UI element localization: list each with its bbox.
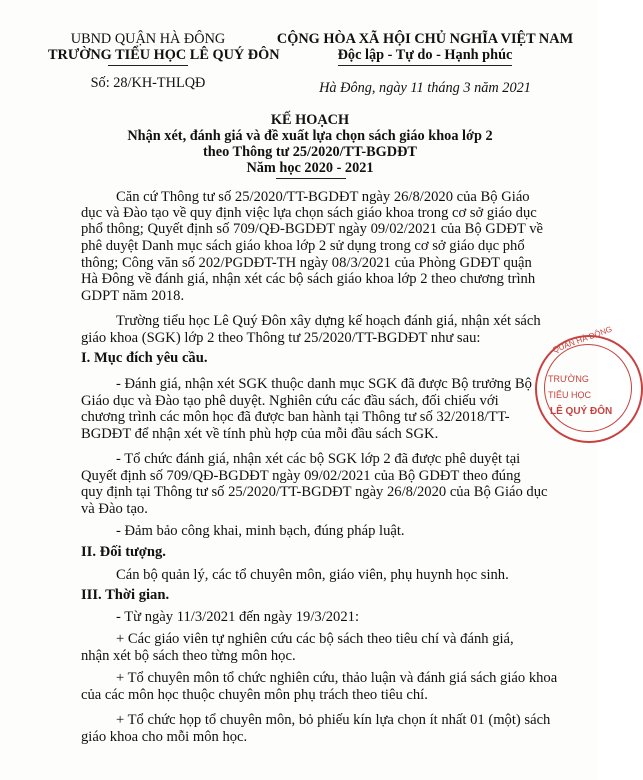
intro-line: GDPT năm 2018. <box>81 288 185 304</box>
s3-item2-line: + Các giáo viên tự nghiên cứu các bộ sách theo tiêu chí và đánh giá, <box>116 631 514 647</box>
stamp-line-1: TRƯỜNG <box>548 374 589 384</box>
section-heading-2: II. Đối tượng. <box>81 544 166 560</box>
document-number: Số: 28/KH-THLQĐ <box>90 75 206 91</box>
title-line-2: theo Thông tư 25/2020/TT-BGDĐT <box>203 144 417 160</box>
header-left-underline <box>108 65 188 66</box>
para2-line: giáo khoa (SGK) lớp 2 theo Thông tư 25/2020/TT-BGDĐT như sau: <box>81 330 481 346</box>
s1-item1-line: Giáo dục và Đào tạo phê duyệt. Nghiên cứu các đầu sách, đối chiếu với <box>81 393 499 409</box>
school-stamp <box>535 324 643 443</box>
intro-line: dục và Đào tạo về quy định việc lựa chọn sách giáo khoa trong cơ sở giáo dục <box>81 205 537 221</box>
s1-item3: - Đảm bảo công khai, minh bạch, đúng pháp luật. <box>116 523 405 539</box>
s1-item1-line: - Đánh giá, nhận xét SGK thuộc danh mục SGK đã được Bộ trưởng Bộ <box>116 376 532 392</box>
s1-item1-line: BGDĐT để nhận xét về tính phù hợp của mỗi đầu sách SGK. <box>81 426 439 442</box>
stamp-line-3: LÊ QUÝ ĐÔN <box>550 406 613 417</box>
s1-item2-line: quy định tại Thông tư số 25/2020/TT-BGDĐT ngày 26/8/2020 của Bộ Giáo dục <box>81 484 548 500</box>
title-line-1: Nhận xét, đánh giá và đề xuất lựa chọn sách giáo khoa lớp 2 <box>127 128 493 144</box>
national-motto: Độc lập - Tự do - Hạnh phúc <box>337 47 513 63</box>
title-underline <box>276 178 346 179</box>
para2-line: Trường tiểu học Lê Quý Đôn xây dựng kế hoạch đánh giá, nhận xét sách <box>116 313 541 329</box>
header-right-underline <box>338 65 512 66</box>
s3-item3-line: + Tổ chuyên môn tổ chức nghiên cứu, thảo luận và đánh giá sách giáo khoa <box>116 670 558 686</box>
section-heading-3: III. Thời gian. <box>81 587 170 603</box>
stamp-inner-ring <box>544 344 632 432</box>
intro-line: phổ thông; Quyết định số 709/QĐ-BGDĐT ngày 09/02/2021 của Bộ GDĐT về <box>81 221 543 237</box>
s1-item2-line: và Đào tạo. <box>81 501 148 517</box>
title-line-3: Năm học 2020 - 2021 <box>246 160 374 176</box>
section-heading-1: I. Mục đích yêu cầu. <box>81 350 208 366</box>
intro-line: Hà Đông về đánh giá, nhận xét các bộ sách giáo khoa lớp 2 theo chương trình <box>81 271 536 287</box>
s3-item3-line: của các môn học thuộc chuyên môn phụ trách theo tiêu chí. <box>81 687 428 703</box>
district-committee: UBND QUẬN HÀ ĐÔNG <box>70 31 226 47</box>
intro-line: thông; Công văn số 202/PGDĐT-TH ngày 08/3/2021 của Phòng GDĐT quận <box>81 255 532 271</box>
s3-item4-line: + Tổ chức họp tổ chuyên môn, bỏ phiếu kín lựa chọn ít nhất 01 (một) sách <box>116 712 551 728</box>
s1-item2-line: - Tổ chức đánh giá, nhận xét các bộ SGK lớp 2 đã được phê duyệt tại <box>116 451 521 467</box>
school-name: TRƯỜNG TIỂU HỌC LÊ QUÝ ĐÔN <box>48 47 280 63</box>
s1-item2-line: Quyết định số 709/QĐ-BGDĐT ngày 09/02/2021 của Bộ GDĐT theo đúng <box>81 468 521 484</box>
national-title: CỘNG HÒA XÃ HỘI CHỦ NGHĨA VIỆT NAM <box>276 31 574 47</box>
s1-item1-line: chương trình các môn học đã được ban hành tại Thông tư số 32/2018/TT- <box>81 409 510 425</box>
document-date: Hà Đông, ngày 11 tháng 3 năm 2021 <box>319 80 531 96</box>
document-title: KẾ HOẠCH <box>270 112 350 128</box>
s3-item1: - Từ ngày 11/3/2021 đến ngày 19/3/2021: <box>116 609 360 625</box>
stamp-ring-text: QUẬN HÀ ĐÔNG <box>551 324 614 355</box>
s3-item4-line: giáo khoa cho mỗi môn học. <box>81 729 248 745</box>
intro-line: phê duyệt Danh mục sách giáo khoa lớp 2 sử dụng trong cơ sở giáo dục phổ <box>81 238 525 254</box>
s3-item2-line: nhận xét bộ sách theo từng môn học. <box>81 648 296 664</box>
s2-text: Cán bộ quản lý, các tổ chuyên môn, giáo viên, phụ huynh học sinh. <box>116 567 509 583</box>
stamp-line-2: TIỂU HỌC <box>548 390 592 400</box>
intro-line: Căn cứ Thông tư số 25/2020/TT-BGDĐT ngày 26/8/2020 của Bộ Giáo <box>116 189 530 205</box>
